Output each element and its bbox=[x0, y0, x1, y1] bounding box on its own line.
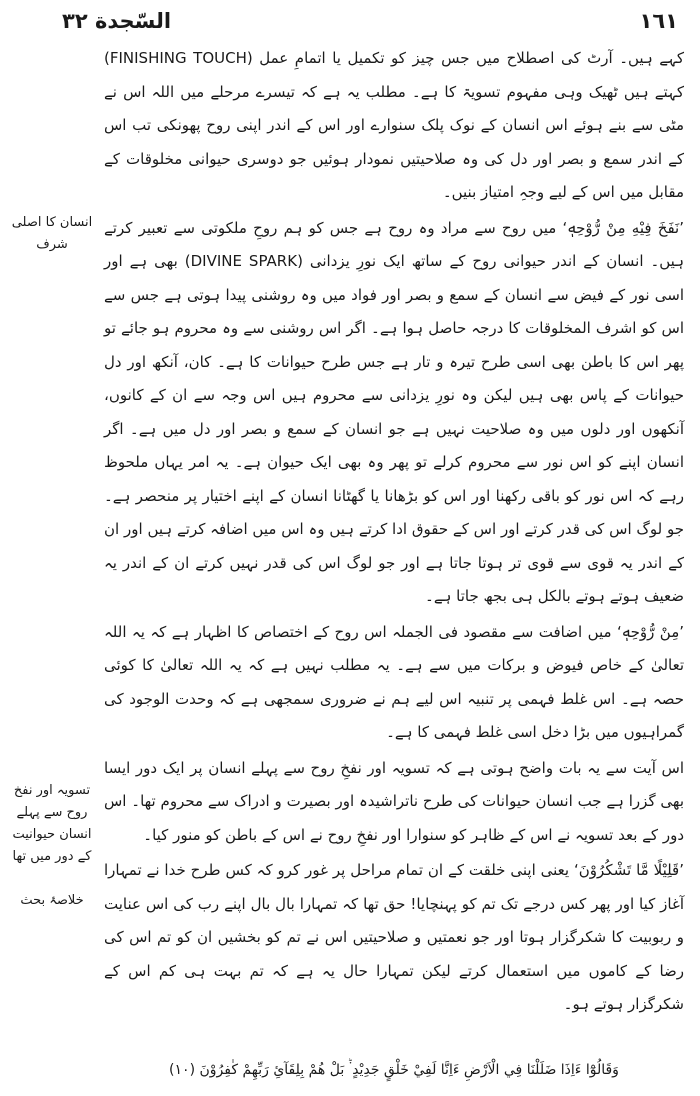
paragraph-2: ’نَفَخَ فِيْهِ مِنْ رُّوْحِهٖ‘ میں روح سے مراد وہ روح ہے جس کو ہم روحِ ملکوتی سے تعبیر کرتے ہیں۔ انسان کے اندر حیوانی روح کے ساتھ ایک نورِ یزدانی (DIVINE SPARK) بھی ہے اور اسی نور کے فیض سے انسان کے سمع و بصر اور فواد میں وہ روشنی پیدا ہوتی ہے جس سے اس کو اشرف المخلوقات کا درجہ حاصل ہوا ہے۔ اگر اس روشنی سے وہ محروم ہو جائے تو پھر اس کا باطن بھی اسی طرح تیرہ و تار ہے جس طرح حیوانات کا ہے۔ کان، آنکھ اور دل حیوانات کے پاس بھی ہیں لیکن وہ نورِ یزدانی سے محروم ہیں اس وجہ سے ان کے کانوں، آنکھوں اور دلوں میں وہ صلاحیت نہیں ہے جو انسان کے سمع و بصر اور دل میں ہے۔ اگر انسان اپنے کو اس نور سے محروم کرلے تو پھر وہ بھی ایک حیوان ہے۔ یہ امر یہاں ملحوظ رہے کہ اس نور کو باقی رکھنا اور اس کو بڑھانا یا گھٹانا انسان کے اپنے اختیار پر منحصر ہے۔ جو لوگ اس کی قدر کرتے اور اس کے حقوق ادا کرتے ہیں وہ اس میں اضافہ کرتے ہیں اور ان کے اندر یہ قوی سے قوی تر ہوتا جاتا ہے اور جو لوگ اس کی قدر نہیں کرتے ان کے اندر یہ ضعیف ہوتے ہوتے بالکل ہی بجھ جاتا ہے۔ bbox=[104, 218, 685, 605]
page-number: ١٦١ bbox=[639, 9, 678, 33]
quran-verse: وَقَالُوْٓا ءَاِذَا ضَلَلْنَا فِي الْاَرْضِ ءَاِنَّا لَفِيْ خَلْقٍ جَدِيْدٍ ۬ؕ بَلْ هُمْ بِلِقَآئِ رَبِّهِمْ كٰفِرُوْنَ (١٠) bbox=[169, 1062, 619, 1078]
main-text bbox=[104, 42, 684, 1082]
margin-note-3: خلاصۂ بحث bbox=[20, 893, 84, 908]
paragraph-1: کہے ہیں۔ آرٹ کی اصطلاح میں جس چیز کو تکمیل یا اتمامِ عمل (FINISHING TOUCH) کہتے ہیں ٹھیک وہی مفہوم تسویۃ کا ہے۔ مطلب یہ ہے کہ تیسرے مرحلے میں اللہ اس نے مٹی سے بنے ہوئے اس انسان کے نوک پلک سنوارے اور اس کے اندر اپنی روح پھونکی تب اس کے اندر سمع و بصر اور دل کی وہ صلاحیتیں نمودار ہوئیں جو دوسری حیوانی مخلوقات کے مقابل میں اس کے لیے وجہِ امتیاز بنیں۔ bbox=[104, 49, 684, 201]
margin-note-1: انسان کا اصلی شرف bbox=[11, 215, 93, 252]
surah-title: السّجدة ٣٢ bbox=[62, 9, 172, 33]
paragraph-4: اس آیت سے یہ بات واضح ہوتی ہے کہ تسویہ اور نفخِ روح سے پہلے انسان پر ایک دور ایسا بھی گزرا ہے جب انسان حیوانات کی طرح ناتراشیدہ اور بصیرت و ادراک سے محروم تھا۔ اس دور کے بعد تسویہ نے اس کے ظاہر کو سنوارا اور نفخِ روح نے اس کے باطن کو منور کیا۔ bbox=[104, 758, 684, 844]
page-header bbox=[62, 6, 678, 36]
paragraph-3: ’مِنْ رُّوْحِهٖ‘ میں اضافت سے مقصود فی الجملہ اس روح کے اختصاص کا اظہار ہے کہ یہ اللہ تعالیٰ کے خاص فیوض و برکات میں سے ہے۔ یہ مطلب نہیں ہے کہ یہ اللہ تعالیٰ کا کوئی حصہ ہے۔ اس غلط فہمی پر تنبیہ اس لیے ہم نے ضروری سمجھی ہے کہ وحدت الوجود کی گمراہیوں میں بڑا دخل اسی غلط فہمی کا ہے۔ bbox=[104, 622, 684, 741]
margin-note-2: تسویہ اور نفخ روح سے پہلے انسان حیوانیت کے دور میں تھا bbox=[12, 783, 92, 864]
paragraph-5: ’قَلِيْلًا مَّا تَشْكُرُوْنَ‘ یعنی اپنی خلقت کے ان تمام مراحل پر غور کرو کہ کس طرح خدا نے تمہارا آغاز کیا اور پھر کس درجے تک تم کو پہنچایا! حق تھا کہ تمہارا بال بال اپنے رب کی اس عنایت و ربوبیت کا شکرگزار ہوتا اور جو نعمتیں و صلاحیتیں اس نے تم کو بخشیں ان کو تم اس کی رضا کے کاموں میں استعمال کرتے لیکن تمہارا حال یہ ہے کہ تم بہت ہی کم اس کے شکرگزار ہوتے ہو۔ bbox=[104, 861, 684, 1013]
